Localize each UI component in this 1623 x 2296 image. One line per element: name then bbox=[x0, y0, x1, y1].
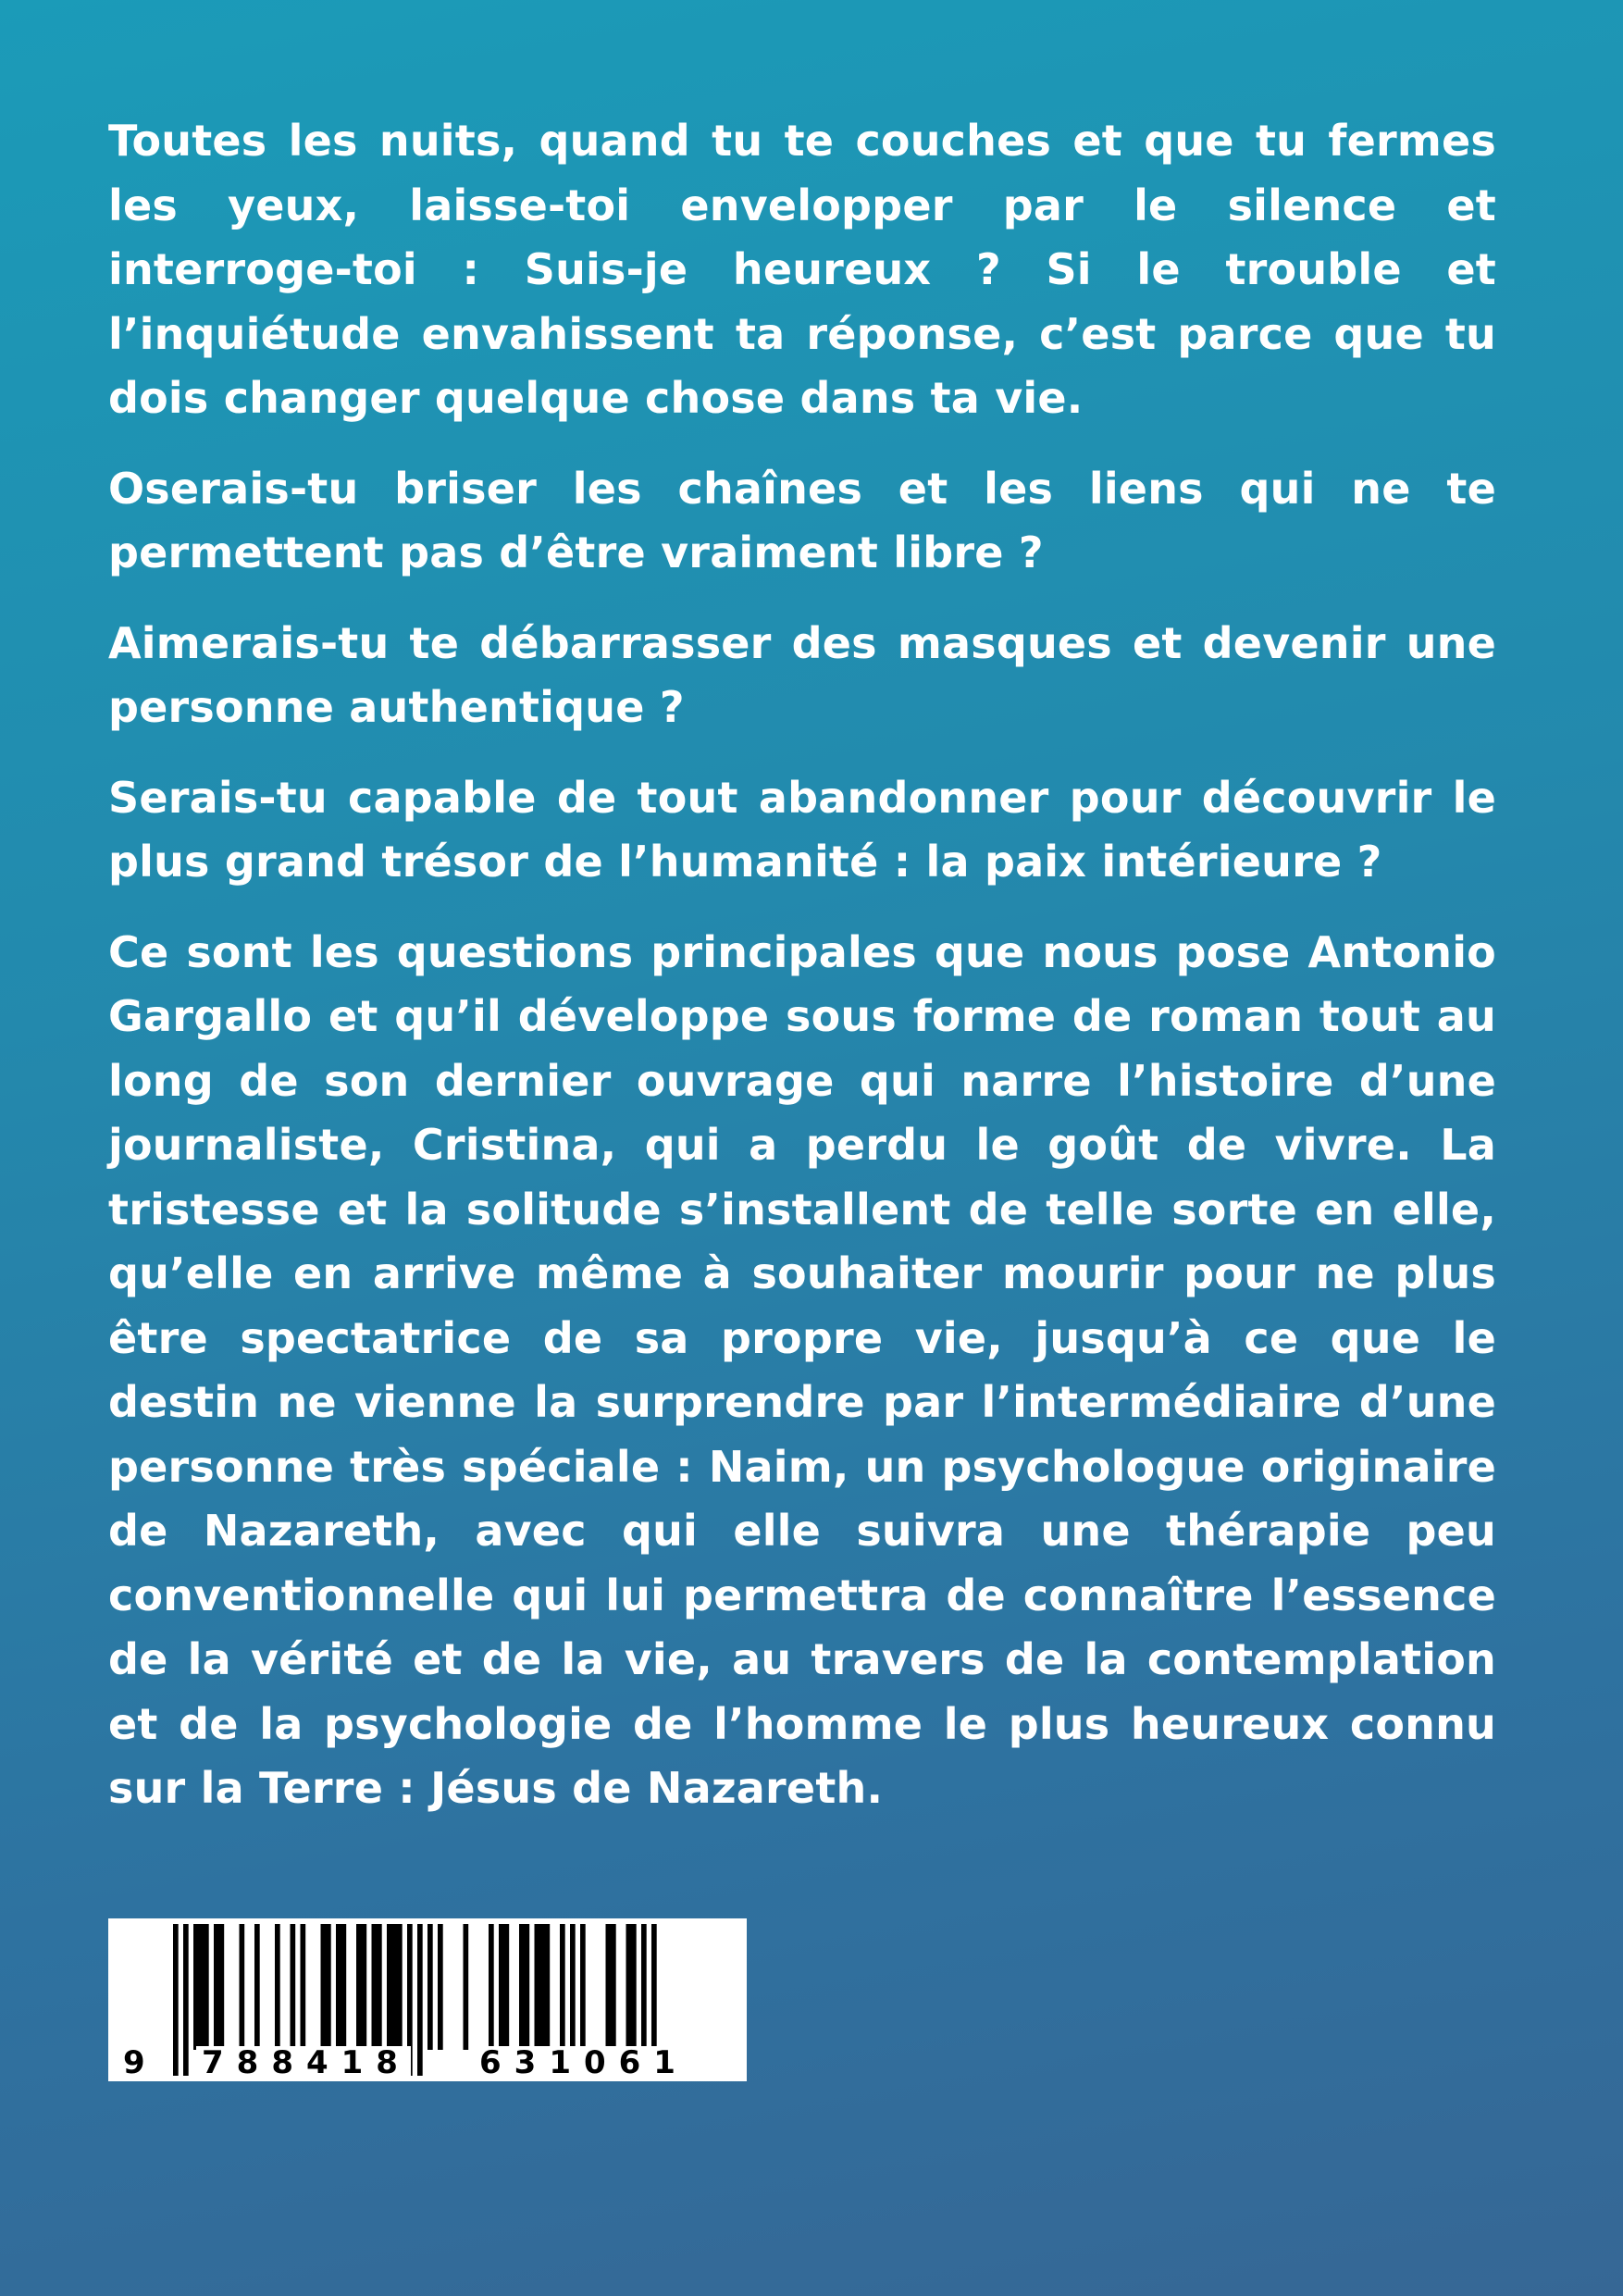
barcode-bar bbox=[392, 1924, 398, 2050]
barcode-bar bbox=[291, 1924, 296, 2050]
barcode-bar bbox=[387, 1924, 392, 2050]
barcode-bar bbox=[525, 1924, 530, 2050]
barcode-bar bbox=[539, 1924, 545, 2050]
barcode-bar bbox=[438, 1924, 443, 2050]
barcode-bar bbox=[204, 1924, 209, 2050]
isbn-barcode bbox=[108, 1918, 747, 2081]
barcode-bar bbox=[377, 1924, 382, 2050]
blurb-paragraph-4: Serais-tu capable de tout abandonner pour découvrir le plus grand trésor de l’humanité : la paix intérieure ? bbox=[108, 772, 1496, 887]
back-cover-blurb bbox=[108, 109, 1496, 1847]
barcode-bar bbox=[626, 1924, 632, 2050]
barcode-bar bbox=[545, 1924, 551, 2050]
blurb-paragraph-2: Oserais-tu briser les chaînes et les liens qui ne te permettent pas d’être vraiment libre ? bbox=[108, 463, 1496, 577]
barcode-digits bbox=[108, 2046, 747, 2079]
barcode-bar bbox=[611, 1924, 616, 2050]
barcode-bar bbox=[336, 1924, 341, 2050]
barcode-bar bbox=[489, 1924, 494, 2050]
barcode-bar bbox=[570, 1924, 576, 2050]
blurb-paragraph-1: Toutes les nuits, quand tu te couches et que tu fermes les yeux, laisse-toi envelopper par le silence et interroge-toi : Suis-je heureux ? Si le trouble et l’inquiétude envahissent ta réponse, c’est parce que tu dois changer quelque chose dans ta vie. bbox=[108, 116, 1496, 423]
barcode-bar bbox=[427, 1924, 433, 2050]
barcode-right-group: 631061 bbox=[474, 2046, 688, 2079]
barcode-bar bbox=[560, 1924, 565, 2050]
barcode-bar bbox=[254, 1924, 260, 2050]
blurb-paragraph-5: Ce sont les questions principales que nous pose Antonio Gargallo et qu’il développe sous forme de roman tout au long de son dernier ouvrage qui narre l’histoire d’une journaliste, Cristina, qui a perdu le goût de vivre. La tristesse et la solitude s’installent de telle sorte en elle, qu’elle en arrive même à souhaiter mourir pour ne plus être spectatrice de sa propre vie, jusqu’à ce que le destin ne vienne la surprendre par l’intermédiaire d’une personne très spéciale : Naim, un psychologue originaire de Nazareth, avec qui elle suivra une thérapie peu conventionnelle qui lui permettra de connaître l’essence de la vérité et de la vie, au travers de la contemplation et de la psychologie de l’homme le plus heureux connu sur la Terre : Jésus de Nazareth. bbox=[108, 926, 1496, 1813]
barcode-bar bbox=[504, 1924, 510, 2050]
blurb-paragraph-3: Aimerais-tu te débarrasser des masques et devenir une personne authentique ? bbox=[108, 617, 1496, 732]
barcode-bar bbox=[464, 1924, 469, 2050]
barcode-bar bbox=[321, 1924, 327, 2050]
barcode-bar bbox=[372, 1924, 378, 2050]
barcode-bar bbox=[193, 1924, 199, 2050]
barcode-bar bbox=[535, 1924, 540, 2050]
barcode-bar bbox=[499, 1924, 504, 2050]
barcode-bar bbox=[362, 1924, 367, 2050]
barcode-bar bbox=[240, 1924, 245, 2050]
barcode-bar bbox=[397, 1924, 403, 2050]
barcode-bar bbox=[199, 1924, 204, 2050]
barcode-bar bbox=[219, 1924, 225, 2050]
barcode-lead-digit: 9 bbox=[123, 2044, 145, 2081]
barcode-bar bbox=[275, 1924, 280, 2050]
barcode-bar bbox=[580, 1924, 586, 2050]
barcode-bar bbox=[356, 1924, 362, 2050]
barcode-bar bbox=[326, 1924, 331, 2050]
barcode-bar bbox=[606, 1924, 612, 2050]
barcode-bar bbox=[519, 1924, 525, 2050]
barcode-bar bbox=[301, 1924, 306, 2050]
barcode-bar bbox=[214, 1924, 219, 2050]
barcode-left-group: 788418 bbox=[196, 2046, 411, 2079]
barcode-bar bbox=[341, 1924, 347, 2050]
barcode-bar bbox=[631, 1924, 637, 2050]
